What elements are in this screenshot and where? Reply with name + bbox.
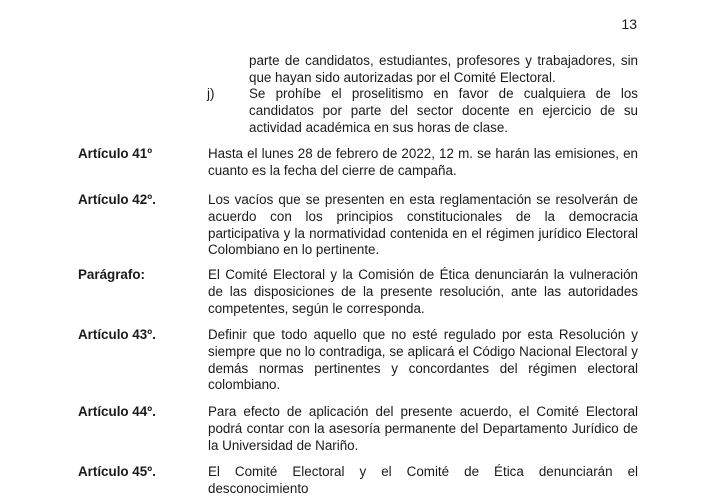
article-label: Parágrafo: (78, 267, 145, 282)
article-text: Definir que todo aquello que no esté regulado por esta Resolución y siempre que no lo contradiga, se aplicará el Código Nacional Electoral y demás normas pertinentes y concordantes del régimen electoral colombiano. (208, 327, 638, 393)
article-text: El Comité Electoral y el Comité de Ética denunciarán el desconocimiento (208, 464, 638, 496)
article-41 (78, 146, 638, 180)
article-43 (78, 327, 638, 394)
article-text: Los vacíos que se presenten en esta reglamentación se resolverán de acuerdo con los principios constitucionales de la democracia participativa y la normatividad contenida en el régimen jurídico Electoral Colombiano en lo pertinente. (208, 192, 638, 258)
article-label: Artículo 44º. (78, 404, 156, 419)
article-label: Artículo 45º. (78, 464, 156, 479)
article-45 (78, 464, 638, 498)
article-text: El Comité Electoral y la Comisión de Ética denunciarán la vulneración de las disposiciones de la presente resolución, ante las autoridades competentes, según le corresponda. (208, 267, 638, 316)
article-44 (78, 404, 638, 454)
article-42 (78, 192, 638, 259)
article-text: Hasta el lunes 28 de febrero de 2022, 12 m. se harán las emisiones, en cuanto es la fecha del cierre de campaña. (208, 146, 638, 178)
article-text: Para efecto de aplicación del presente acuerdo, el Comité Electoral podrá contar con la asesoría permanente del Departamento Jurídico de la Universidad de Nariño. (208, 404, 638, 453)
continuation-paragraph: parte de candidatos, estudiantes, profesores y trabajadores, sin que hayan sido autorizadas por el Comité Electoral. (249, 53, 638, 85)
article-label: Artículo 43º. (78, 327, 156, 342)
list-item-text: Se prohíbe el proselitismo en favor de cualquiera de los candidatos por parte del sector docente en ejercicio de su actividad académica en sus horas de clase. (249, 86, 638, 135)
article-label: Artículo 42º. (78, 192, 156, 207)
list-item (207, 86, 638, 136)
paragrafo (78, 267, 638, 317)
article-label: Artículo 41º (78, 146, 153, 161)
page-number: 13 (621, 16, 637, 32)
list-item-letter: j) (207, 86, 215, 101)
